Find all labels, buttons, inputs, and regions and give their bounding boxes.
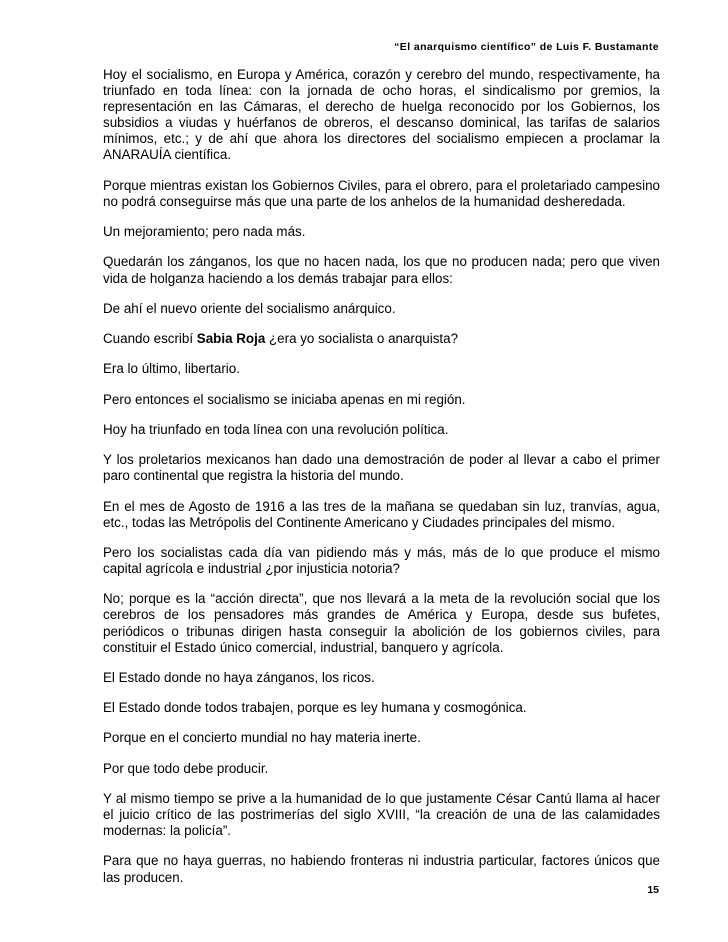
page-number: 15 [647,884,659,896]
paragraph: Porque mientras existan los Gobiernos Civiles, para el obrero, para el proletariado campesino no podrá conseguirse más que una parte de los anhelos de la humanidad desheredada. [103,177,660,209]
paragraph: Para que no haya guerras, no habiendo fronteras ni industria particular, factores únicos que las producen. [103,853,660,885]
paragraph: En el mes de Agosto de 1916 a las tres de la mañana se quedaban sin luz, tranvías, agua, etc., todas las Metrópolis del Continente Americano y Ciudades principales del mismo. [103,498,660,530]
paragraph: No; porque es la “acción directa”, que nos llevará a la meta de la revolución social que los cerebros de los pensadores más grandes de América y Europa, desde sus bufetes, periódicos o tribunas dirigen hasta conseguir la abolición de los gobiernos civiles, para constituir el Estado único comercial, industrial, banquero y agrícola. [103,591,660,655]
paragraph: Pero los socialistas cada día van pidiendo más y más, más de lo que produce el mismo capital agrícola e industrial ¿por injusticia notoria? [103,544,660,577]
paragraph: El Estado donde no haya zánganos, los ricos. [103,669,375,685]
paragraph: Hoy el socialismo, en Europa y América, corazón y cerebro del mundo, respectivamente, ha triunfado en toda línea: con la jornada de ocho horas, el sindicalismo por gremios, la representación en las Cámaras, el derecho de huelga reconocido por los Gobiernos, los subsidios a viudas y huérfanos de obreros, el descanso dominical, las tarifas de salarios mínimos, etc.; y de ahí que ahora los directores del socialismo empiecen a proclamar la ANARAUÍA científica. [103,67,660,163]
paragraph: Era lo último, libertario. [103,361,240,377]
running-header: “El anarquismo científico” de Luis F. Bustamante [394,41,659,53]
paragraph: Y los proletarios mexicanos han dado una demostración de poder al llevar a cabo el primer paro continental que registra la historia del mundo. [103,452,660,484]
paragraph: Hoy ha triunfado en toda línea con una revolución política. [103,421,449,437]
paragraph [103,331,660,347]
paragraph: Pero entonces el socialismo se iniciaba apenas en mi región. [103,391,466,407]
body-text [103,67,660,886]
paragraph: Porque en el concierto mundial no hay materia inerte. [103,730,421,746]
paragraph: Un mejoramiento; pero nada más. [103,224,306,240]
paragraph: Quedarán los zánganos, los que no hacen nada, los que no producen nada; pero que viven vida de holganza haciendo a los demás trabajar para ellos: [103,254,660,286]
paragraph-text: ¿era yo socialista o anarquista? [265,331,459,347]
book-title: Sabia Roja [196,331,266,347]
paragraph-text: Cuando escribí [103,331,197,347]
paragraph: Por que todo debe producir. [103,760,269,776]
paragraph: Y al mismo tiempo se prive a la humanidad de lo que justamente César Cantú llama al hacer el juicio crítico de las postrimerías del siglo XVIII, “la creación de una de las calamidades modernas: la policía”. [103,791,660,839]
paragraph: De ahí el nuevo oriente del socialismo anárquico. [103,300,396,316]
paragraph: El Estado donde todos trabajen, porque es ley humana y cosmogónica. [103,700,527,716]
